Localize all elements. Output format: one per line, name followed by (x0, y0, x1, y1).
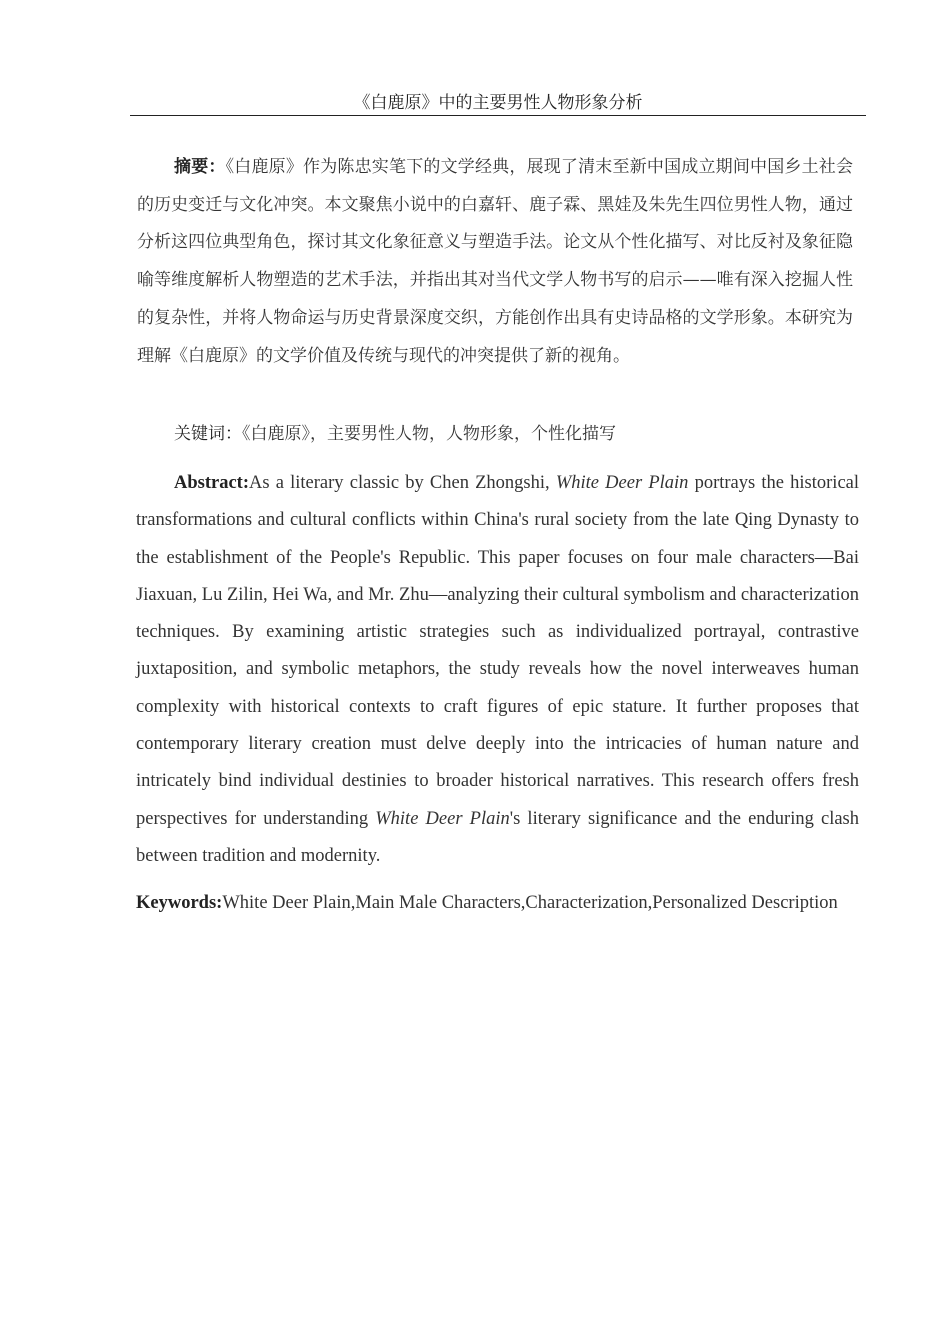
novel-title-italic-2: White Deer Plain (375, 808, 510, 829)
english-abstract-text-2: portrays the historical transformations and cultural conflicts within China's rural society from the late Qing Dynasty to the establishment of the People's Republic. This paper focuses on four male characters—Bai Jiaxuan, Lu Zilin, Hei Wa, and Mr. Zhu—analyzing their cultural symbolism and characterization techniques. By examining artistic strategies such as individualized portrayal, contrastive juxtaposition, and symbolic metaphors, the study reveals how the novel interweaves human complexity with historical contexts to craft figures of epic stature. It further proposes that contemporary literary creation must delve deeply into the intricacies of human nature and intricately bind individual destinies to broader historical narratives. This research offers fresh perspectives for understanding (136, 473, 860, 829)
novel-title-italic-1: White Deer Plain (555, 473, 689, 493)
english-abstract-text-1: As a literary classic by Chen Zhongshi, (249, 473, 556, 493)
header-divider (130, 115, 866, 116)
english-abstract (136, 465, 859, 875)
chinese-abstract-text: 《白鹿原》作为陈忠实笔下的文学经典，展现了清末至新中国成立期间中国乡土社会的历史变迁与文化冲突。本文聚焦小说中的白嘉轩、鹿子霖、黑娃及朱先生四位男性人物，通过分析这四位典型角色，探讨其文化象征意义与塑造手法。论文从个性化描写、对比反衬及象征隐喻等维度解析人物塑造的艺术手法，并指出其对当代文学人物书写的启示——唯有深入挖掘人性的复杂性，并将人物命运与历史背景深度交织，方能创作出具有史诗品格的文学形象。本研究为理解《白鹿原》的文学价值及传统与现代的冲突提供了新的视角。 (137, 157, 853, 366)
page-header-title: 《白鹿原》中的主要男性人物形象分析 (353, 93, 643, 113)
english-abstract-text-3: 's literary significance and the enduring clash between tradition and modernity. (136, 808, 859, 866)
english-keywords (136, 891, 859, 916)
chinese-keywords-text: 《白鹿原》，主要男性人物，人物形象，个性化描写 (242, 424, 616, 444)
english-keywords-text: White Deer Plain,Main Male Characters,Characterization,Personalized Description (222, 893, 838, 913)
chinese-abstract (137, 149, 853, 375)
chinese-keywords-label: 关键词： (174, 424, 242, 444)
english-abstract-label: Abstract: (174, 473, 250, 493)
english-keywords-label: Keywords: (136, 893, 223, 913)
chinese-keywords (137, 421, 853, 447)
chinese-abstract-label: 摘要： (174, 157, 226, 177)
